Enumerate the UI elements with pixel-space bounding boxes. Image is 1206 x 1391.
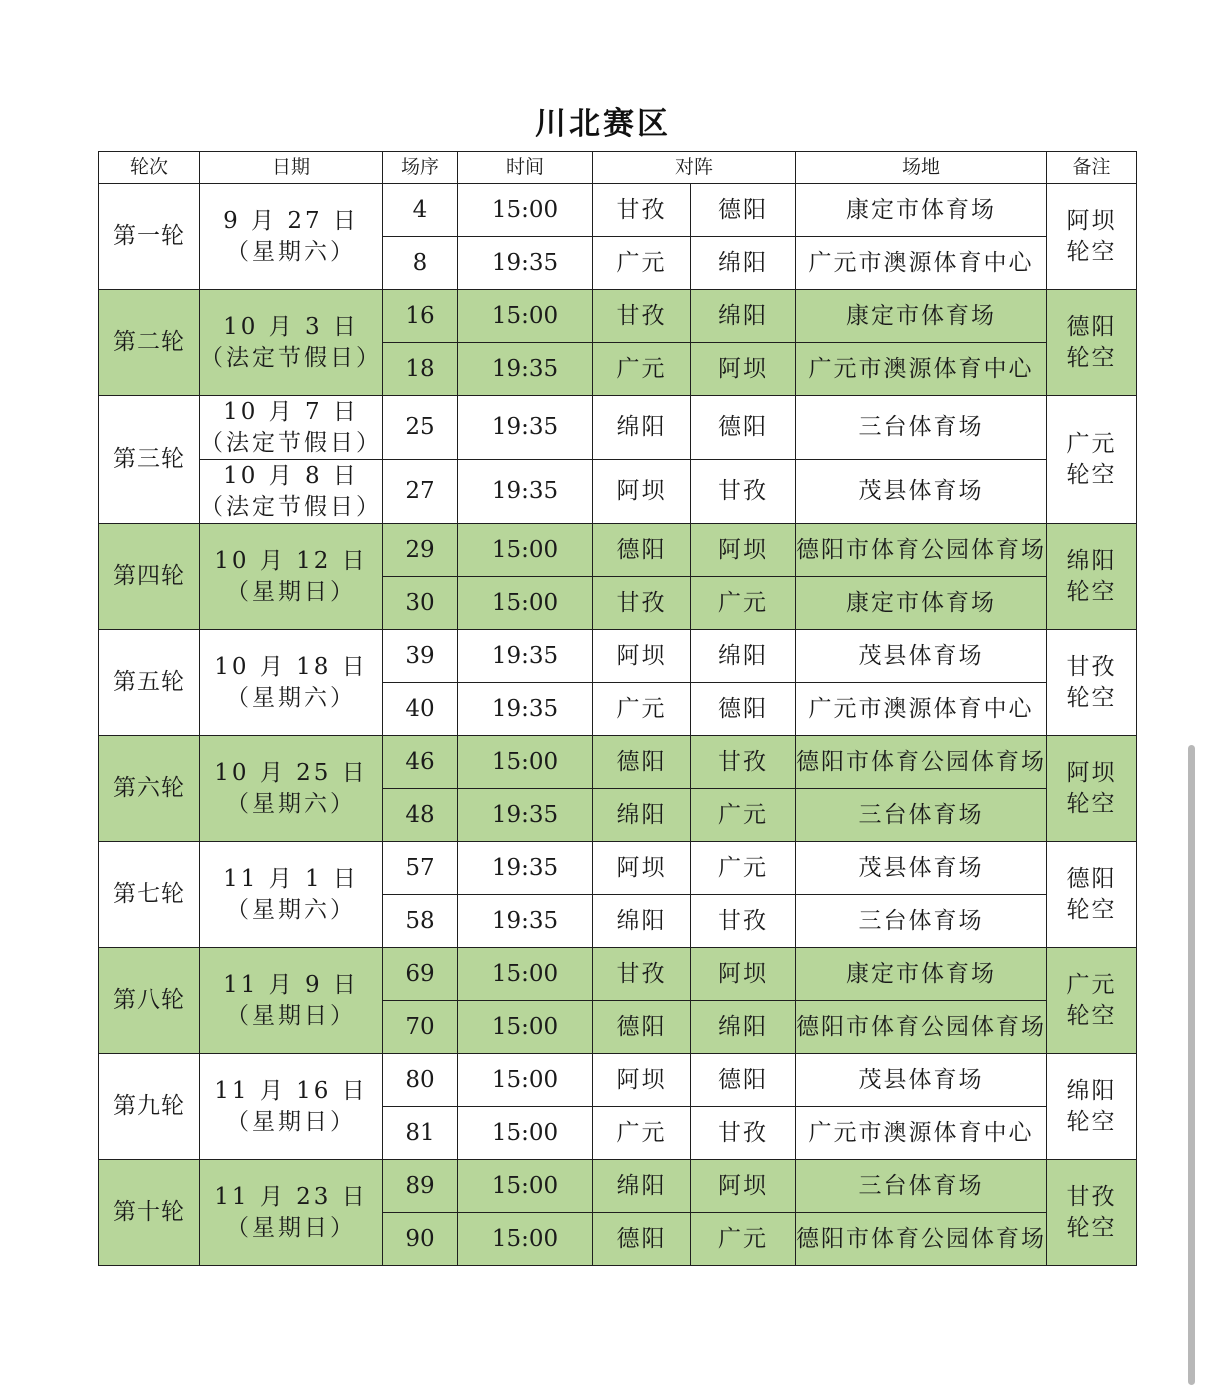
venue-cell: 茂县体育场: [796, 1054, 1047, 1107]
date-line: （星期日）: [226, 578, 356, 605]
away-team-cell: 阿坝: [691, 343, 796, 396]
venue-cell: 德阳市体育公园体育场: [796, 1213, 1047, 1266]
note-cell: [1047, 396, 1137, 524]
home-team-cell: 德阳: [593, 1001, 691, 1054]
date-cell: [200, 1160, 383, 1266]
venue-cell: 康定市体育场: [796, 948, 1047, 1001]
scrollbar[interactable]: [1188, 745, 1195, 1385]
away-team-cell: 阿坝: [691, 1160, 796, 1213]
note-line: 广元: [1066, 971, 1117, 998]
note-line: 轮空: [1066, 896, 1117, 923]
round-cell: 第七轮: [99, 842, 200, 948]
away-team-cell: 德阳: [691, 396, 796, 460]
date-line: 9 月 27 日: [223, 207, 359, 234]
time-cell: 15:00: [458, 290, 593, 343]
time-cell: 19:35: [458, 460, 593, 524]
game-number-cell: 40: [383, 683, 458, 736]
date-cell: [200, 396, 383, 460]
venue-cell: 茂县体育场: [796, 630, 1047, 683]
time-cell: 19:35: [458, 630, 593, 683]
note-line: 轮空: [1066, 790, 1117, 817]
date-line: （法定节假日）: [200, 493, 382, 520]
note-cell: [1047, 736, 1137, 842]
date-cell: [200, 1054, 383, 1160]
away-team-cell: 广元: [691, 789, 796, 842]
table-row: [99, 184, 1137, 237]
time-cell: 19:35: [458, 842, 593, 895]
home-team-cell: 阿坝: [593, 842, 691, 895]
date-line: 10 月 18 日: [214, 653, 368, 680]
game-number-cell: 58: [383, 895, 458, 948]
note-line: 轮空: [1066, 1108, 1117, 1135]
home-team-cell: 德阳: [593, 736, 691, 789]
venue-cell: 德阳市体育公园体育场: [796, 1001, 1047, 1054]
time-cell: 15:00: [458, 1160, 593, 1213]
home-team-cell: 阿坝: [593, 460, 691, 524]
home-team-cell: 甘孜: [593, 577, 691, 630]
away-team-cell: 甘孜: [691, 895, 796, 948]
away-team-cell: 德阳: [691, 184, 796, 237]
game-number-cell: 70: [383, 1001, 458, 1054]
date-cell: [200, 736, 383, 842]
round-cell: 第六轮: [99, 736, 200, 842]
date-line: 11 月 23 日: [214, 1183, 368, 1210]
time-cell: 15:00: [458, 1054, 593, 1107]
game-number-cell: 46: [383, 736, 458, 789]
note-line: 轮空: [1066, 344, 1117, 371]
table-row: [99, 948, 1137, 1001]
away-team-cell: 绵阳: [691, 290, 796, 343]
venue-cell: 德阳市体育公园体育场: [796, 524, 1047, 577]
round-cell: 第五轮: [99, 630, 200, 736]
note-line: 绵阳: [1066, 547, 1117, 574]
round-cell: 第一轮: [99, 184, 200, 290]
time-cell: 15:00: [458, 948, 593, 1001]
date-line: 10 月 8 日: [223, 462, 359, 489]
home-team-cell: 甘孜: [593, 184, 691, 237]
home-team-cell: 绵阳: [593, 895, 691, 948]
date-line: 10 月 12 日: [214, 547, 368, 574]
game-number-cell: 30: [383, 577, 458, 630]
home-team-cell: 广元: [593, 237, 691, 290]
home-team-cell: 广元: [593, 683, 691, 736]
note-line: 轮空: [1066, 1214, 1117, 1241]
note-cell: [1047, 290, 1137, 396]
game-number-cell: 39: [383, 630, 458, 683]
date-line: （星期日）: [226, 1002, 356, 1029]
game-number-cell: 48: [383, 789, 458, 842]
time-cell: 19:35: [458, 237, 593, 290]
time-cell: 19:35: [458, 789, 593, 842]
schedule-table: [98, 151, 1137, 1266]
date-line: （法定节假日）: [200, 344, 382, 371]
note-line: 广元: [1066, 430, 1117, 457]
table-row: [99, 396, 1137, 460]
date-line: 10 月 3 日: [223, 313, 359, 340]
time-cell: 15:00: [458, 1213, 593, 1266]
venue-cell: 康定市体育场: [796, 577, 1047, 630]
time-cell: 15:00: [458, 1001, 593, 1054]
game-number-cell: 18: [383, 343, 458, 396]
away-team-cell: 甘孜: [691, 1107, 796, 1160]
home-team-cell: 绵阳: [593, 1160, 691, 1213]
table-row: [99, 630, 1137, 683]
away-team-cell: 德阳: [691, 1054, 796, 1107]
away-team-cell: 甘孜: [691, 736, 796, 789]
venue-cell: 广元市澳源体育中心: [796, 237, 1047, 290]
game-number-cell: 69: [383, 948, 458, 1001]
note-line: 轮空: [1066, 578, 1117, 605]
date-line: （星期日）: [226, 1214, 356, 1241]
note-line: 甘孜: [1066, 653, 1117, 680]
home-team-cell: 绵阳: [593, 396, 691, 460]
home-team-cell: 广元: [593, 1107, 691, 1160]
venue-cell: 三台体育场: [796, 1160, 1047, 1213]
time-cell: 19:35: [458, 343, 593, 396]
venue-cell: 德阳市体育公园体育场: [796, 736, 1047, 789]
round-cell: 第四轮: [99, 524, 200, 630]
table-row: [99, 1160, 1137, 1213]
round-cell: 第十轮: [99, 1160, 200, 1266]
date-line: （星期日）: [226, 1108, 356, 1135]
home-team-cell: 甘孜: [593, 290, 691, 343]
note-line: 轮空: [1066, 684, 1117, 711]
date-line: 11 月 9 日: [223, 971, 359, 998]
header-venue: 场地: [796, 152, 1047, 184]
game-number-cell: 27: [383, 460, 458, 524]
away-team-cell: 阿坝: [691, 524, 796, 577]
venue-cell: 三台体育场: [796, 789, 1047, 842]
round-cell: 第八轮: [99, 948, 200, 1054]
note-cell: [1047, 842, 1137, 948]
note-line: 绵阳: [1066, 1077, 1117, 1104]
round-cell: 第二轮: [99, 290, 200, 396]
home-team-cell: 阿坝: [593, 1054, 691, 1107]
game-number-cell: 80: [383, 1054, 458, 1107]
date-line: 11 月 1 日: [223, 865, 359, 892]
time-cell: 15:00: [458, 524, 593, 577]
round-cell: 第九轮: [99, 1054, 200, 1160]
header-round: 轮次: [99, 152, 200, 184]
venue-cell: 广元市澳源体育中心: [796, 343, 1047, 396]
round-cell: 第三轮: [99, 396, 200, 524]
header-time: 时间: [458, 152, 593, 184]
venue-cell: 康定市体育场: [796, 184, 1047, 237]
game-number-cell: 89: [383, 1160, 458, 1213]
table-row: [99, 460, 1137, 524]
venue-cell: 三台体育场: [796, 396, 1047, 460]
date-cell: [200, 948, 383, 1054]
note-line: 德阳: [1066, 313, 1117, 340]
time-cell: 15:00: [458, 577, 593, 630]
date-cell: [200, 460, 383, 524]
header-game-no: 场序: [383, 152, 458, 184]
table-row: [99, 842, 1137, 895]
date-line: 10 月 7 日: [223, 398, 359, 425]
date-cell: [200, 630, 383, 736]
page-title: 川北赛区: [535, 106, 671, 142]
schedule-body: [99, 184, 1137, 1266]
game-number-cell: 8: [383, 237, 458, 290]
note-line: 轮空: [1066, 238, 1117, 265]
venue-cell: 茂县体育场: [796, 460, 1047, 524]
note-line: 德阳: [1066, 865, 1117, 892]
note-cell: [1047, 630, 1137, 736]
away-team-cell: 阿坝: [691, 948, 796, 1001]
time-cell: 19:35: [458, 396, 593, 460]
note-cell: [1047, 948, 1137, 1054]
game-number-cell: 81: [383, 1107, 458, 1160]
table-row: [99, 290, 1137, 343]
away-team-cell: 广元: [691, 577, 796, 630]
home-team-cell: 广元: [593, 343, 691, 396]
home-team-cell: 甘孜: [593, 948, 691, 1001]
date-cell: [200, 524, 383, 630]
home-team-cell: 德阳: [593, 524, 691, 577]
time-cell: 15:00: [458, 1107, 593, 1160]
game-number-cell: 90: [383, 1213, 458, 1266]
header-date: 日期: [200, 152, 383, 184]
note-line: 阿坝: [1066, 759, 1117, 786]
date-cell: [200, 842, 383, 948]
away-team-cell: 德阳: [691, 683, 796, 736]
time-cell: 19:35: [458, 683, 593, 736]
game-number-cell: 16: [383, 290, 458, 343]
note-line: 轮空: [1066, 461, 1117, 488]
venue-cell: 茂县体育场: [796, 842, 1047, 895]
table-row: [99, 1054, 1137, 1107]
time-cell: 19:35: [458, 895, 593, 948]
note-cell: [1047, 1160, 1137, 1266]
away-team-cell: 广元: [691, 842, 796, 895]
away-team-cell: 广元: [691, 1213, 796, 1266]
away-team-cell: 绵阳: [691, 1001, 796, 1054]
home-team-cell: 阿坝: [593, 630, 691, 683]
venue-cell: 广元市澳源体育中心: [796, 683, 1047, 736]
away-team-cell: 甘孜: [691, 460, 796, 524]
game-number-cell: 25: [383, 396, 458, 460]
time-cell: 15:00: [458, 736, 593, 789]
game-number-cell: 4: [383, 184, 458, 237]
note-cell: [1047, 1054, 1137, 1160]
venue-cell: 广元市澳源体育中心: [796, 1107, 1047, 1160]
home-team-cell: 绵阳: [593, 789, 691, 842]
venue-cell: 三台体育场: [796, 895, 1047, 948]
date-line: 10 月 25 日: [214, 759, 368, 786]
date-line: （星期六）: [226, 790, 356, 817]
note-line: 阿坝: [1066, 207, 1117, 234]
game-number-cell: 29: [383, 524, 458, 577]
time-cell: 15:00: [458, 184, 593, 237]
date-cell: [200, 290, 383, 396]
date-line: （星期六）: [226, 896, 356, 923]
date-cell: [200, 184, 383, 290]
game-number-cell: 57: [383, 842, 458, 895]
away-team-cell: 绵阳: [691, 630, 796, 683]
venue-cell: 康定市体育场: [796, 290, 1047, 343]
note-cell: [1047, 184, 1137, 290]
table-row: [99, 524, 1137, 577]
note-line: 甘孜: [1066, 1183, 1117, 1210]
home-team-cell: 德阳: [593, 1213, 691, 1266]
header-note: 备注: [1047, 152, 1137, 184]
table-row: [99, 736, 1137, 789]
note-line: 轮空: [1066, 1002, 1117, 1029]
header-matchup: 对阵: [593, 152, 796, 184]
date-line: 11 月 16 日: [214, 1077, 368, 1104]
away-team-cell: 绵阳: [691, 237, 796, 290]
note-cell: [1047, 524, 1137, 630]
date-line: （法定节假日）: [200, 429, 382, 456]
date-line: （星期六）: [226, 684, 356, 711]
header-row: [99, 152, 1137, 184]
date-line: （星期六）: [226, 238, 356, 265]
